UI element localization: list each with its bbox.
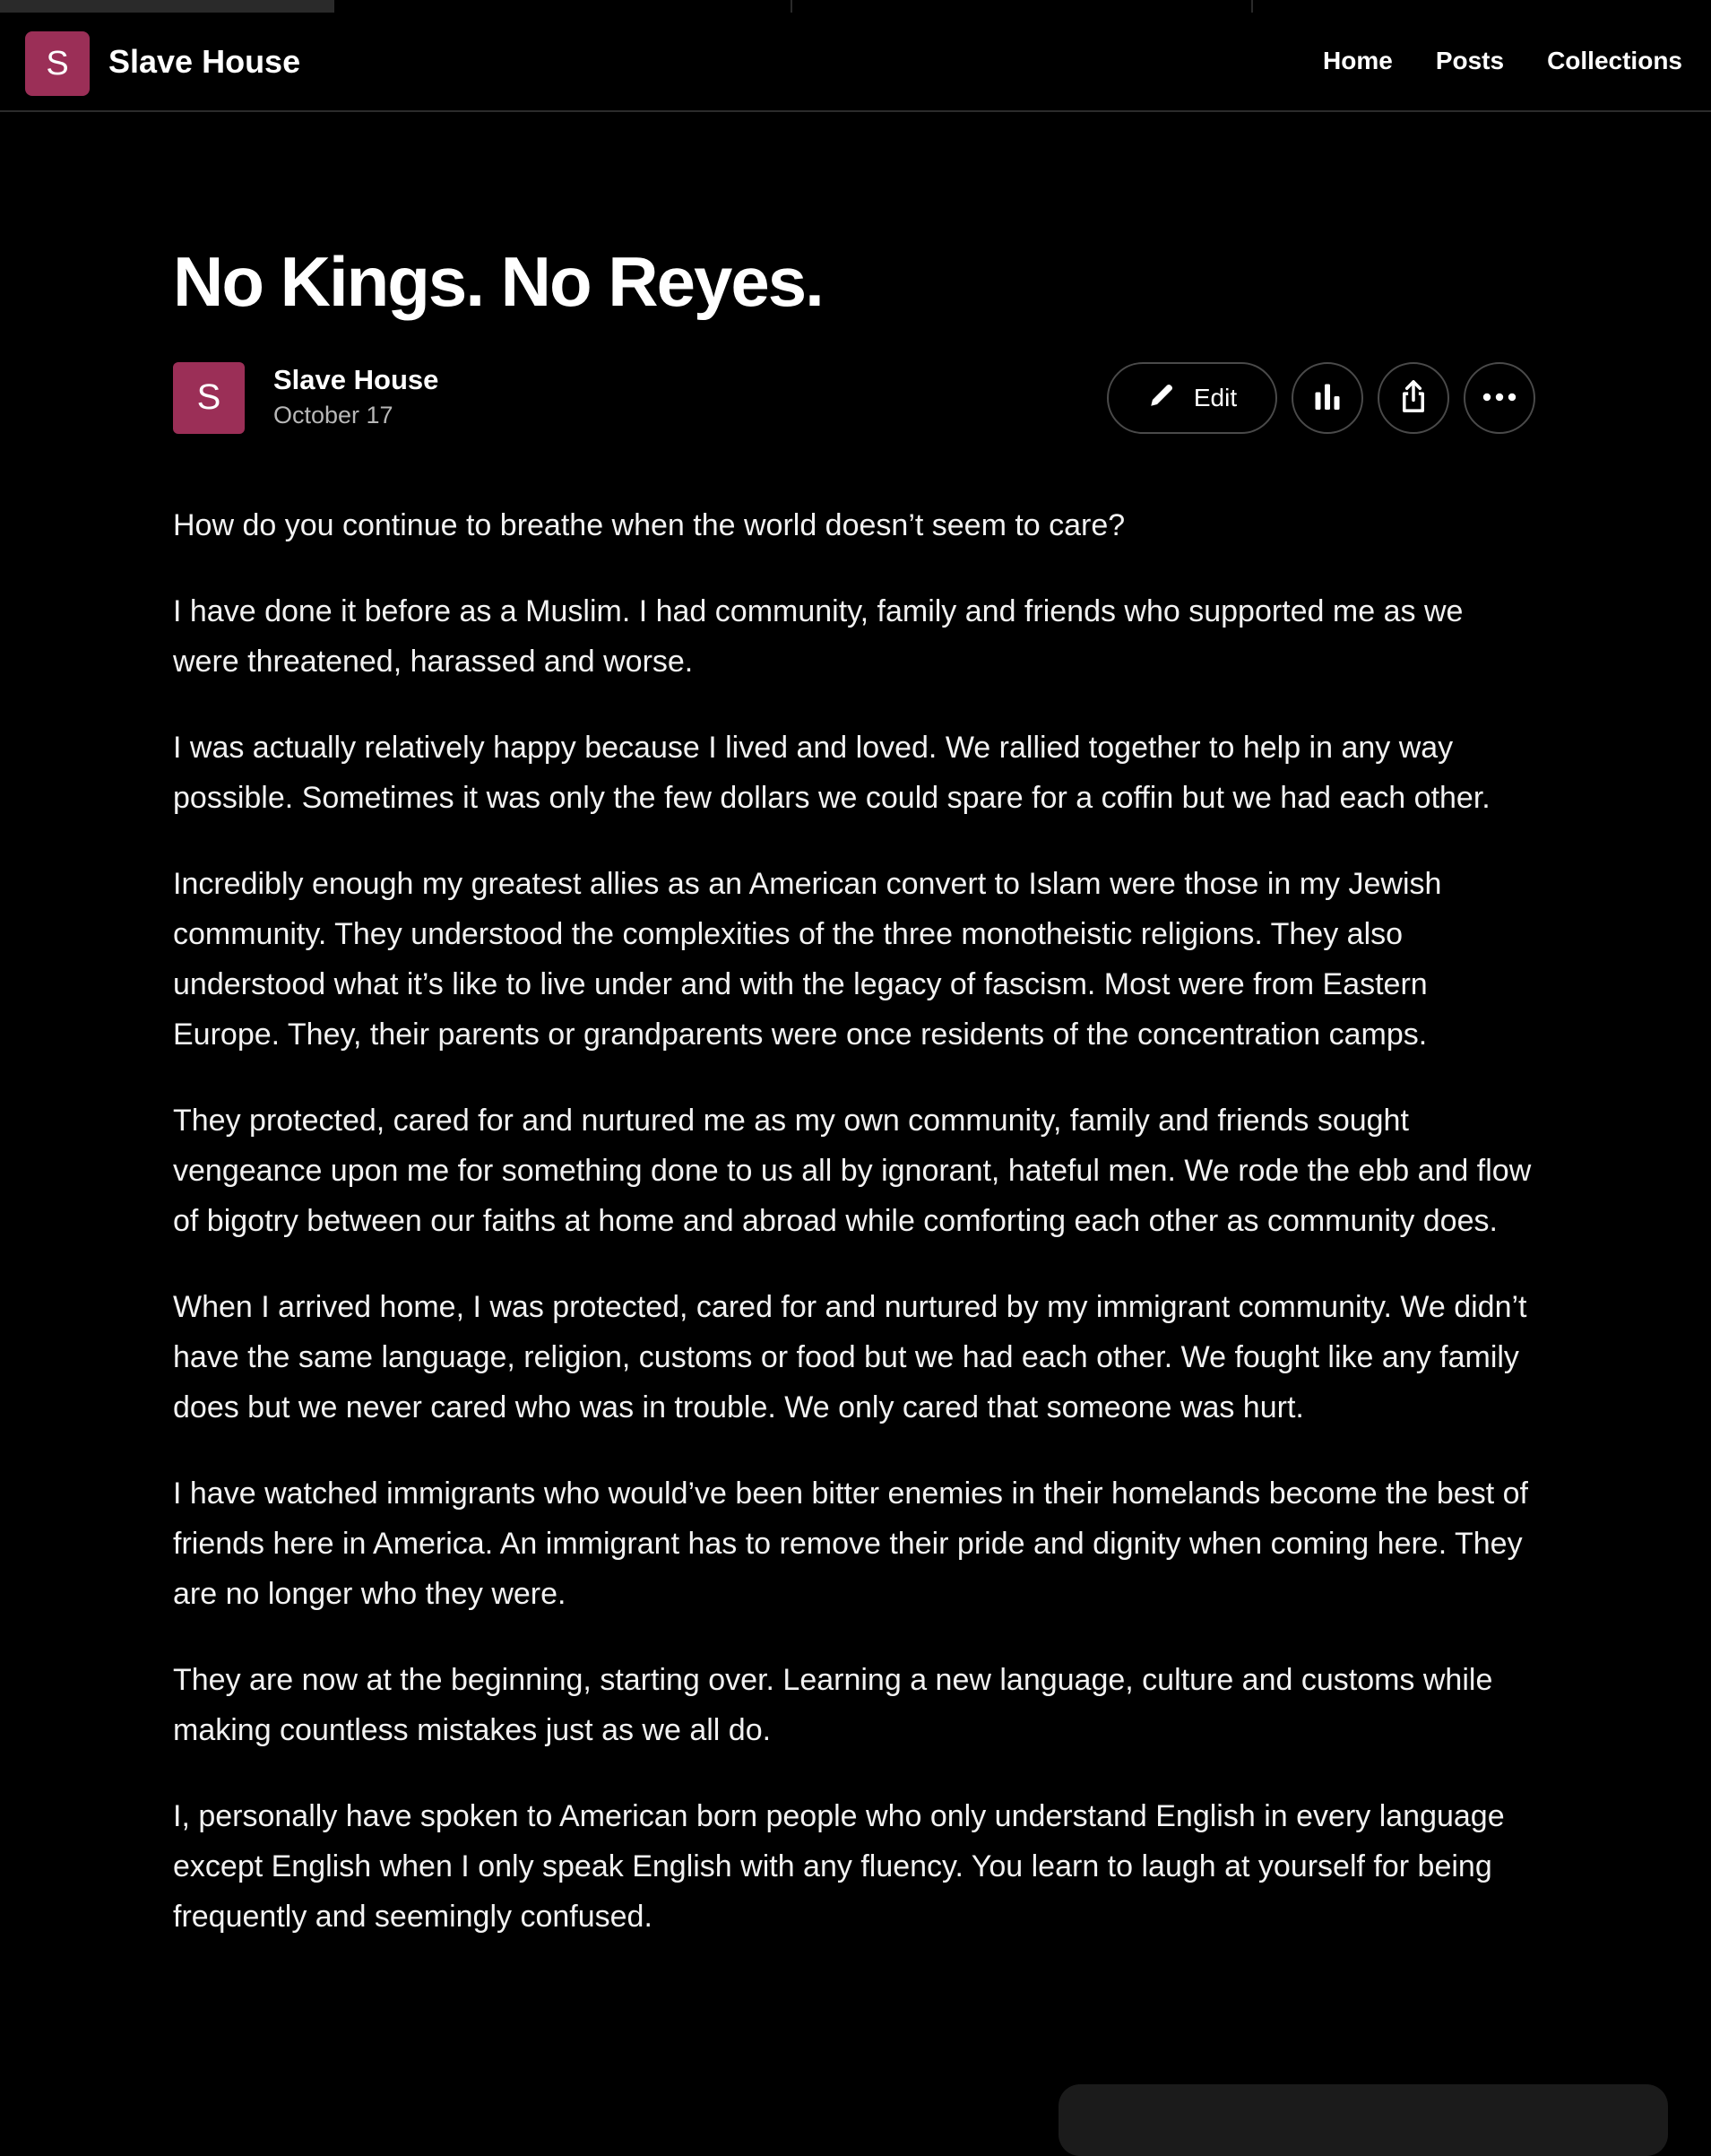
stats-button[interactable]: [1292, 362, 1363, 434]
main-nav: [1323, 47, 1682, 75]
reading-progress-fill: [0, 0, 334, 13]
edit-label: Edit: [1193, 383, 1238, 411]
post-body: [173, 500, 1535, 1942]
post-paragraph: How do you continue to breathe when the world doesn’t seem to care?: [173, 507, 1126, 542]
reading-progress-bar: [0, 0, 1711, 13]
floating-toolbar[interactable]: [1059, 2084, 1668, 2156]
share-icon: [1397, 379, 1430, 416]
more-options-button[interactable]: [1464, 362, 1535, 434]
author-avatar[interactable]: S: [173, 362, 245, 434]
post-paragraph: When I arrived home, I was protected, cared for and nurtured by my immigrant community. We didn’t have the same language, religion, customs or food but we had each other. We fought like any family does but we never cared who was in trouble. We only cared that someone was hurt.: [173, 1289, 1527, 1424]
post-paragraph: They are now at the beginning, starting over. Learning a new language, culture and customs while making countless mistakes just as we all do.: [173, 1662, 1493, 1747]
post-date: October 17: [273, 401, 393, 429]
nav-posts-link[interactable]: Posts: [1435, 47, 1505, 74]
post-paragraph: They protected, cared for and nurtured me as my own community, family and friends sought vengeance upon me for something done to us all by ignorant, hateful men. We rode the ebb and flow of bigotry between our faiths at home and abroad while comforting each other as community does.: [173, 1103, 1532, 1238]
progress-divider: [791, 0, 792, 13]
post-paragraph: I have watched immigrants who would’ve been bitter enemies in their homelands become the best of friends here in America. An immigrant has to remove their pride and dignity when coming here. They are no longer who they were.: [173, 1476, 1528, 1611]
post-title: No Kings. No Reyes.: [173, 242, 823, 321]
pencil-icon: [1147, 379, 1178, 416]
site-logo[interactable]: S: [25, 31, 90, 96]
more-icon: [1482, 391, 1517, 404]
post-paragraph: I have done it before as a Muslim. I had community, family and friends who supported me as we were threatened, harassed and worse.: [173, 593, 1464, 679]
nav-collections-link[interactable]: Collections: [1547, 47, 1682, 74]
post-paragraph: I, personally have spoken to American born people who only understand English in every language except English when I only speak English with any fluency. You learn to laugh at yourself for being frequently and seemingly confused.: [173, 1798, 1505, 1934]
share-button[interactable]: [1378, 362, 1449, 434]
author-name[interactable]: Slave House: [273, 363, 439, 395]
bar-chart-icon: [1311, 380, 1344, 415]
post-paragraph: Incredibly enough my greatest allies as an American convert to Islam were those in my Jewish community. They understood the complexities of the three monotheistic religions. They also understood what it’s like to live under and with the legacy of fascism. Most were from Eastern Europe. They, their parents or grandparents were once residents of the concentration camps.: [173, 866, 1442, 1052]
site-header: [0, 13, 1711, 112]
site-name[interactable]: Slave House: [108, 43, 301, 80]
progress-divider: [1251, 0, 1253, 13]
edit-button[interactable]: [1107, 362, 1277, 434]
post-byline: [173, 362, 1535, 434]
post-article: [173, 242, 1535, 1978]
nav-home-link[interactable]: Home: [1323, 47, 1393, 74]
post-paragraph: I was actually relatively happy because I lived and loved. We rallied together to help in any way possible. Sometimes it was only the few dollars we could spare for a coffin but we had each other.: [173, 730, 1491, 815]
post-actions: [1107, 362, 1535, 434]
